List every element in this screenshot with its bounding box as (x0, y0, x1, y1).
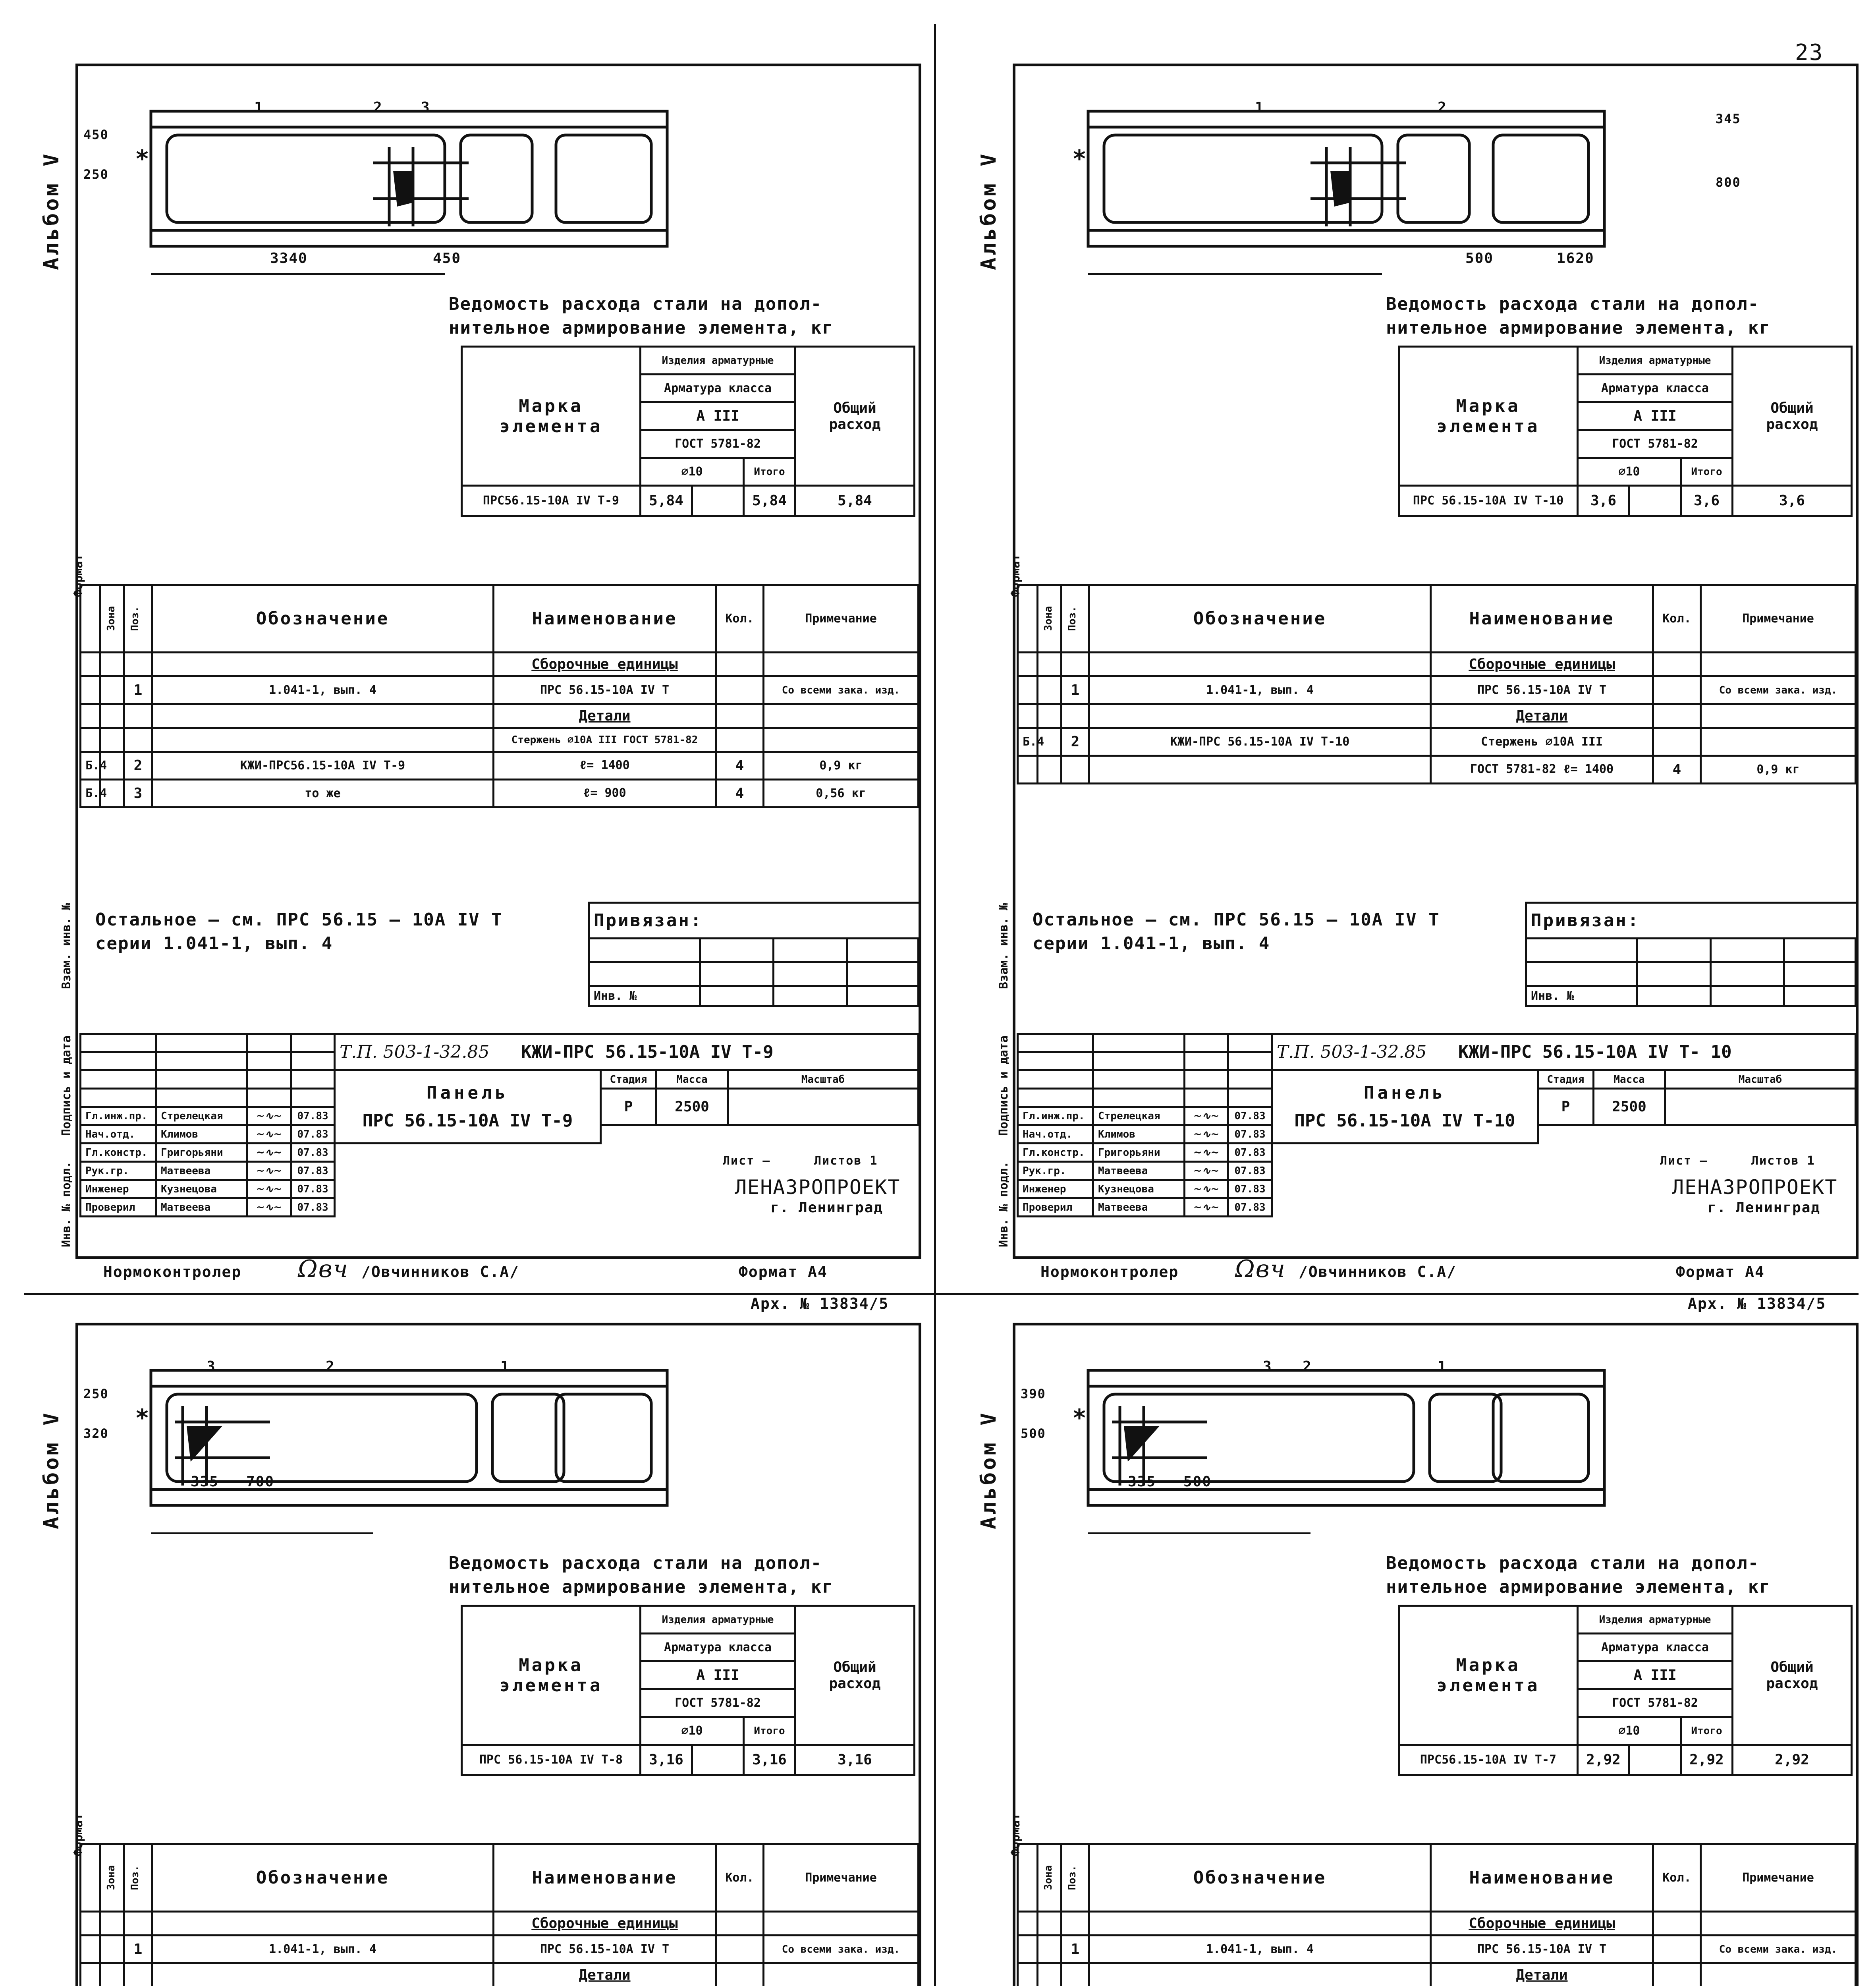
mass-value: 2500 (656, 1089, 728, 1125)
element-mark: ПРС56.15-10А IV Т-7 (1399, 1745, 1578, 1775)
title-role: Инженер (1018, 1180, 1093, 1198)
itogo-header: Итого (744, 458, 795, 486)
drawing-sheet-2 (961, 64, 1859, 1312)
steel-title: нительное армирование элемента, кг (449, 318, 834, 338)
title-date: 07.83 (1228, 1180, 1272, 1198)
spec-designation (1089, 756, 1431, 784)
axis-mark: * (1072, 1404, 1087, 1432)
spec-qty: 4 (1653, 756, 1701, 784)
steel-table (1398, 346, 1853, 517)
dim-label: 320 (83, 1426, 109, 1441)
col-note: Примечание (764, 585, 919, 653)
izdelia-header: Изделия арматурные (1578, 347, 1733, 375)
armatura-header: Арматура класса (641, 1634, 795, 1661)
col-qty: Кол. (1653, 585, 1701, 653)
d10-value: 5,84 (641, 486, 692, 516)
steel-title: нительное армирование элемента, кг (1386, 318, 1771, 338)
leader-number: 3 (1263, 1358, 1272, 1375)
col-note: Примечание (1701, 1844, 1856, 1912)
spec-table: Формат Зона Поз. Обозначение Наименование Кол. Примечание Сборочные единицы 1 1.041-1, вып. 4 ПРС 56.15-10А IV Т Со всеми зака. изд. Детали Стержень ∅10А III ГОСТ 5781-82 Б.4 2 КЖИ-ПРС56.15-10А IV Т-9 ℓ= 1400 4 0,9 кг Б.4 3 то же ℓ= 900 4 0,56 кг (79, 584, 919, 808)
title-date: 07.83 (291, 1107, 335, 1125)
assembly-note: Со всеми зака. изд. (1701, 1936, 1856, 1963)
col-name: Наименование (494, 1844, 716, 1912)
itogo-header: Итого (1681, 1717, 1733, 1745)
spec-name: Стержень ∅10А III (1431, 728, 1653, 756)
col-format: Формат (1018, 585, 1038, 653)
spec-qty: 4 (716, 752, 764, 780)
signature: ~∿~ (247, 1144, 291, 1162)
mark-header: Марка элемента (462, 347, 641, 486)
gost-header: ГОСТ 5781-82 (641, 430, 795, 458)
spec-pos: 2 (1062, 728, 1089, 756)
sheets-count: Листов 1 (1751, 1154, 1815, 1168)
panel-drawing (1072, 87, 1668, 310)
assembly-designation: 1.041-1, вып. 4 (1089, 676, 1431, 704)
title-date: 07.83 (1228, 1125, 1272, 1144)
title-role: Гл.констр. (81, 1144, 156, 1162)
signature: ~∿~ (1185, 1144, 1228, 1162)
dim-label: 250 (83, 1386, 109, 1401)
itogo-value: 2,92 (1681, 1745, 1733, 1775)
d10-value: 2,92 (1578, 1745, 1629, 1775)
diam-header: ∅10 (641, 458, 744, 486)
col-pos: Поз. (1062, 1844, 1089, 1912)
spec-pos (1062, 756, 1089, 784)
col-zone: Зона (100, 585, 124, 653)
title-role: Рук.гр. (1018, 1162, 1093, 1180)
dim-label: 3340 (270, 250, 308, 267)
title-role: Гл.инж.пр. (1018, 1107, 1093, 1125)
other-note-series: серии 1.041-1, вып. 4 (1033, 933, 1270, 954)
col-note: Примечание (764, 1844, 919, 1912)
mass-header: Масса (1594, 1070, 1665, 1089)
col-pos: Поз. (1062, 585, 1089, 653)
assembly-note: Со всеми зака. изд. (1701, 676, 1856, 704)
col-format: Формат (81, 1844, 100, 1912)
izdelia-header: Изделия арматурные (641, 347, 795, 375)
steel-title: нительное армирование элемента, кг (449, 1577, 834, 1597)
inv-no: Инв. № (589, 986, 700, 1006)
class-header: A III (1578, 1661, 1733, 1689)
assembly-designation: 1.041-1, вып. 4 (152, 1936, 494, 1963)
leader-number: 2 (373, 99, 383, 116)
title-person: Кузнецова (156, 1180, 247, 1198)
title-date: 07.83 (1228, 1162, 1272, 1180)
diam-header: ∅10 (1578, 1717, 1681, 1745)
side-label: Инв. № подл. (60, 1161, 73, 1247)
vertical-divider (934, 24, 936, 1986)
itogo-header: Итого (744, 1717, 795, 1745)
spec-zone (1038, 756, 1062, 784)
title-role: Инженер (81, 1180, 156, 1198)
normcontrol-signature: Ωвч (1235, 1255, 1286, 1283)
assembly-heading: Сборочные единицы (494, 1912, 716, 1936)
diam-header: ∅10 (1578, 458, 1681, 486)
inv-no: Инв. № (1526, 986, 1637, 1006)
dim-label: 1620 (1557, 250, 1594, 267)
dim-label: 345 (1716, 111, 1741, 126)
signature: ~∿~ (247, 1198, 291, 1217)
class-header: A III (641, 402, 795, 430)
drawing-sheet-4 (961, 1323, 1859, 1986)
sheet-code: Т.П. 503-1-32.85 КЖИ-ПРС 56.15-10А IV Т- 10 (1272, 1034, 1856, 1070)
title-role: Проверил (1018, 1198, 1093, 1217)
armatura-header: Арматура класса (1578, 1634, 1733, 1661)
dim-label: 250 (83, 167, 109, 182)
organization: ЛЕНАЗРОПРОЕКТ (1672, 1176, 1838, 1199)
axis-mark: * (135, 1404, 150, 1432)
normcontrol-name: /Овчинников С.А/ (361, 1263, 520, 1281)
total-header: Общий расход (1733, 1606, 1852, 1745)
assembly-note: Со всеми зака. изд. (764, 1936, 919, 1963)
side-label: Подпись и дата (997, 1036, 1011, 1136)
col-format: Формат (81, 585, 100, 653)
col-qty: Кол. (1653, 1844, 1701, 1912)
leader-number: 1 (1255, 99, 1264, 116)
other-note: Остальное — см. ПРС 56.15 — 10А IV Т (95, 910, 503, 930)
dim-label: 500 (1183, 1474, 1212, 1490)
leader-number: 3 (207, 1358, 216, 1375)
spec-note: 0,9 кг (1701, 756, 1856, 784)
side-label: Взам. инв. № (60, 903, 73, 989)
parts-heading: Детали (1431, 704, 1653, 728)
col-zone: Зона (100, 1844, 124, 1912)
title-person: Матвеева (1093, 1198, 1185, 1217)
stage-value: Р (1538, 1089, 1594, 1125)
gost-header: ГОСТ 5781-82 (1578, 430, 1733, 458)
spec-format: Б.4 (1018, 728, 1038, 756)
spec-format (1018, 756, 1038, 784)
d10-value: 3,6 (1578, 486, 1629, 516)
normcontrol-signature: Ωвч (298, 1255, 349, 1283)
scale-value (728, 1089, 919, 1125)
mark-header: Марка элемента (462, 1606, 641, 1745)
spec-note (1701, 728, 1856, 756)
normcontrol-label: Нормоконтролер (1040, 1263, 1179, 1281)
assembly-note: Со всеми зака. изд. (764, 676, 919, 704)
album-label: Альбом V (40, 151, 64, 270)
sheet-code: Т.П. 503-1-32.85 КЖИ-ПРС 56.15-10А IV Т-9 (335, 1034, 919, 1070)
dim-label: 800 (1716, 175, 1741, 190)
title-role: Гл.инж.пр. (81, 1107, 156, 1125)
total-value: 3,6 (1733, 486, 1852, 516)
parts-heading: Детали (1431, 1963, 1653, 1986)
class-header: A III (641, 1661, 795, 1689)
normcontrol-label: Нормоконтролер (103, 1263, 242, 1281)
bound-label: Привязан: (1526, 903, 1856, 939)
mark-header: Марка элемента (1399, 1606, 1578, 1745)
element-mark: ПРС56.15-10А IV Т-9 (462, 486, 641, 516)
spec-note: 0,56 кг (764, 780, 919, 808)
itogo-header: Итого (1681, 458, 1733, 486)
col-designation: Обозначение (152, 1844, 494, 1912)
steel-title: Ведомость расхода стали на допол- (449, 294, 822, 314)
assembly-heading: Сборочные единицы (494, 653, 716, 676)
steel-title: нительное армирование элемента, кг (1386, 1577, 1771, 1597)
element-mark: ПРС 56.15-10А IV Т-8 (462, 1745, 641, 1775)
col-name: Наименование (1431, 1844, 1653, 1912)
signature: ~∿~ (247, 1180, 291, 1198)
drawing-sheet-1 (24, 64, 921, 1312)
assembly-name: ПРС 56.15-10А IV Т (1431, 1936, 1653, 1963)
assembly-heading: Сборочные единицы (1431, 653, 1653, 676)
title-person: Климов (156, 1125, 247, 1144)
steel-table (461, 346, 915, 517)
signature: ~∿~ (1185, 1107, 1228, 1125)
title-role: Нач.отд. (1018, 1125, 1093, 1144)
side-label: Взам. инв. № (997, 903, 1011, 989)
spec-note: 0,9 кг (764, 752, 919, 780)
signature: ~∿~ (1185, 1180, 1228, 1198)
title-person: Стрелецкая (156, 1107, 247, 1125)
organization: ЛЕНАЗРОПРОЕКТ (735, 1176, 901, 1199)
parts-heading: Детали (494, 704, 716, 728)
signature: ~∿~ (247, 1162, 291, 1180)
rod-spec: Стержень ∅10А III ГОСТ 5781-82 (494, 728, 716, 752)
title-person: Григорьяни (156, 1144, 247, 1162)
spec-qty: 4 (716, 780, 764, 808)
panel-title: Панель ПРС 56.15-10А IV Т-9 (335, 1070, 601, 1144)
leader-number: 2 (1438, 99, 1447, 116)
itogo-value: 3,6 (1681, 486, 1733, 516)
leader-number: 2 (1303, 1358, 1312, 1375)
leader-number: 1 (1438, 1358, 1447, 1375)
itogo-value: 5,84 (744, 486, 795, 516)
sheet-label: Лист — (1660, 1154, 1708, 1168)
col-qty: Кол. (716, 585, 764, 653)
mass-header: Масса (656, 1070, 728, 1089)
title-date: 07.83 (1228, 1144, 1272, 1162)
col-pos: Поз. (124, 585, 152, 653)
title-date: 07.83 (291, 1125, 335, 1144)
title-role: Нач.отд. (81, 1125, 156, 1144)
drawing-sheet-3 (24, 1323, 921, 1986)
title-person: Матвеева (1093, 1162, 1185, 1180)
leader-number: 3 (421, 99, 430, 116)
signature: ~∿~ (1185, 1125, 1228, 1144)
archive-number: Арх. № 13834/5 (1688, 1295, 1826, 1312)
title-role: Проверил (81, 1198, 156, 1217)
organization-city: г. Ленинград (1708, 1200, 1821, 1216)
col-note: Примечание (1701, 585, 1856, 653)
signature: ~∿~ (247, 1125, 291, 1144)
bound-table (588, 902, 919, 1007)
axis-mark: * (135, 145, 150, 173)
sheets-count: Листов 1 (814, 1154, 878, 1168)
panel-drawing (1072, 1347, 1668, 1569)
title-person: Матвеева (156, 1162, 247, 1180)
title-person: Матвеева (156, 1198, 247, 1217)
page-number: 23 (1795, 40, 1824, 66)
title-date: 07.83 (291, 1162, 335, 1180)
leader-number: 1 (254, 99, 264, 116)
other-note: Остальное — см. ПРС 56.15 — 10А IV Т (1033, 910, 1440, 930)
assembly-name: ПРС 56.15-10А IV Т (1431, 676, 1653, 704)
spec-table: Формат Зона Поз. Обозначение Наименование Кол. Примечание Сборочные единицы 1 1.041-1, вып. 4 ПРС 56.15-10А IV Т Со всеми зака. изд. Детали (79, 1843, 919, 1986)
title-date: 07.83 (1228, 1107, 1272, 1125)
title-person: Григорьяни (1093, 1144, 1185, 1162)
assembly-designation: 1.041-1, вып. 4 (152, 676, 494, 704)
axis-mark: * (1072, 145, 1087, 173)
panel-title: Панель ПРС 56.15-10А IV Т-10 (1272, 1070, 1538, 1144)
itogo-value: 3,16 (744, 1745, 795, 1775)
total-value: 5,84 (795, 486, 915, 516)
leader-number: 2 (326, 1358, 335, 1375)
panel-drawing (135, 87, 731, 310)
dim-label: 450 (433, 250, 461, 267)
bound-label: Привязан: (589, 903, 919, 939)
total-value: 3,16 (795, 1745, 915, 1775)
sheet-label: Лист — (723, 1154, 771, 1168)
izdelia-header: Изделия арматурные (641, 1606, 795, 1634)
steel-table (1398, 1605, 1853, 1776)
dim-label: 450 (83, 127, 109, 142)
col-zone: Зона (1038, 585, 1062, 653)
spec-pos: 2 (124, 752, 152, 780)
spec-name: ℓ= 1400 (494, 752, 716, 780)
bound-table (1525, 902, 1857, 1007)
dim-label: 390 (1021, 1386, 1046, 1401)
col-name: Наименование (1431, 585, 1653, 653)
organization-city: г. Ленинград (770, 1200, 884, 1216)
title-person: Стрелецкая (1093, 1107, 1185, 1125)
horizontal-divider (24, 1293, 1859, 1295)
format-label: Формат А4 (739, 1263, 828, 1281)
spec-name: ГОСТ 5781-82 ℓ= 1400 (1431, 756, 1653, 784)
album-label: Альбом V (977, 1410, 1001, 1529)
spec-format: Б.4 (81, 752, 100, 780)
signature: ~∿~ (1185, 1198, 1228, 1217)
total-header: Общий расход (1733, 347, 1852, 486)
scale-header: Масштаб (728, 1070, 919, 1089)
signature: ~∿~ (247, 1107, 291, 1125)
title-person: Кузнецова (1093, 1180, 1185, 1198)
col-designation: Обозначение (1089, 1844, 1431, 1912)
element-mark: ПРС 56.15-10А IV Т-10 (1399, 486, 1578, 516)
scale-header: Масштаб (1665, 1070, 1856, 1089)
col-designation: Обозначение (152, 585, 494, 653)
stage-header: Стадия (1538, 1070, 1594, 1089)
col-name: Наименование (494, 585, 716, 653)
total-header: Общий расход (795, 1606, 915, 1745)
other-note-series: серии 1.041-1, вып. 4 (95, 933, 333, 954)
signature: ~∿~ (1185, 1162, 1228, 1180)
steel-table (461, 1605, 915, 1776)
spec-designation: КЖИ-ПРС56.15-10А IV Т-9 (152, 752, 494, 780)
total-header: Общий расход (795, 347, 915, 486)
spec-name: ℓ= 900 (494, 780, 716, 808)
class-header: A III (1578, 402, 1733, 430)
scale-value (1665, 1089, 1856, 1125)
side-label: Подпись и дата (60, 1036, 73, 1136)
mass-value: 2500 (1594, 1089, 1665, 1125)
dim-label: 500 (1465, 250, 1494, 267)
title-date: 07.83 (1228, 1198, 1272, 1217)
spec-qty (1653, 728, 1701, 756)
spec-format: Б.4 (81, 780, 100, 808)
title-person: Климов (1093, 1125, 1185, 1144)
col-pos: Поз. (124, 1844, 152, 1912)
diam-header: ∅10 (641, 1717, 744, 1745)
format-label: Формат А4 (1676, 1263, 1765, 1281)
col-designation: Обозначение (1089, 585, 1431, 653)
stage-header: Стадия (601, 1070, 656, 1089)
album-label: Альбом V (40, 1410, 64, 1529)
title-date: 07.83 (291, 1144, 335, 1162)
panel-drawing (135, 1347, 731, 1569)
title-date: 07.83 (291, 1180, 335, 1198)
spec-table: Формат Зона Поз. Обозначение Наименование Кол. Примечание Сборочные единицы 1 1.041-1, вып. 4 ПРС 56.15-10А IV Т Со всеми зака. изд. Детали (1017, 1843, 1857, 1986)
stage-value: Р (601, 1089, 656, 1125)
mark-header: Марка элемента (1399, 347, 1578, 486)
leader-number: 1 (500, 1358, 510, 1375)
armatura-header: Арматура класса (1578, 375, 1733, 402)
normcontrol-name: /Овчинников С.А/ (1299, 1263, 1457, 1281)
col-qty: Кол. (716, 1844, 764, 1912)
spec-pos: 3 (124, 780, 152, 808)
izdelia-header: Изделия арматурные (1578, 1606, 1733, 1634)
title-date: 07.83 (291, 1198, 335, 1217)
assembly-name: ПРС 56.15-10А IV Т (494, 1936, 716, 1963)
dim-label: 335 (1128, 1474, 1156, 1490)
spec-designation: то же (152, 780, 494, 808)
parts-heading: Детали (494, 1963, 716, 1986)
title-role: Гл.констр. (1018, 1144, 1093, 1162)
dim-label: 700 (246, 1474, 275, 1490)
gost-header: ГОСТ 5781-82 (1578, 1689, 1733, 1717)
gost-header: ГОСТ 5781-82 (641, 1689, 795, 1717)
side-label: Инв. № подл. (997, 1161, 1011, 1247)
assembly-heading: Сборочные единицы (1431, 1912, 1653, 1936)
total-value: 2,92 (1733, 1745, 1852, 1775)
d10-value: 3,16 (641, 1745, 692, 1775)
steel-title: Ведомость расхода стали на допол- (1386, 1553, 1760, 1573)
dim-label: 500 (1021, 1426, 1046, 1441)
col-format: Формат (1018, 1844, 1038, 1912)
dim-label: 335 (191, 1474, 219, 1490)
spec-designation: КЖИ-ПРС 56.15-10А IV Т-10 (1089, 728, 1431, 756)
spec-table: Формат Зона Поз. Обозначение Наименование Кол. Примечание Сборочные единицы 1 1.041-1, вып. 4 ПРС 56.15-10А IV Т Со всеми зака. изд. Детали Б.4 2 КЖИ-ПРС 56.15-10А IV Т-10 Стержень ∅10А III ГОСТ 5781-82 ℓ= 1400 4 0,9 кг (1017, 584, 1857, 784)
title-role: Рук.гр. (81, 1162, 156, 1180)
col-zone: Зона (1038, 1844, 1062, 1912)
assembly-designation: 1.041-1, вып. 4 (1089, 1936, 1431, 1963)
armatura-header: Арматура класса (641, 375, 795, 402)
steel-title: Ведомость расхода стали на допол- (1386, 294, 1760, 314)
assembly-name: ПРС 56.15-10А IV Т (494, 676, 716, 704)
steel-title: Ведомость расхода стали на допол- (449, 1553, 822, 1573)
album-label: Альбом V (977, 151, 1001, 270)
archive-number: Арх. № 13834/5 (751, 1295, 889, 1312)
